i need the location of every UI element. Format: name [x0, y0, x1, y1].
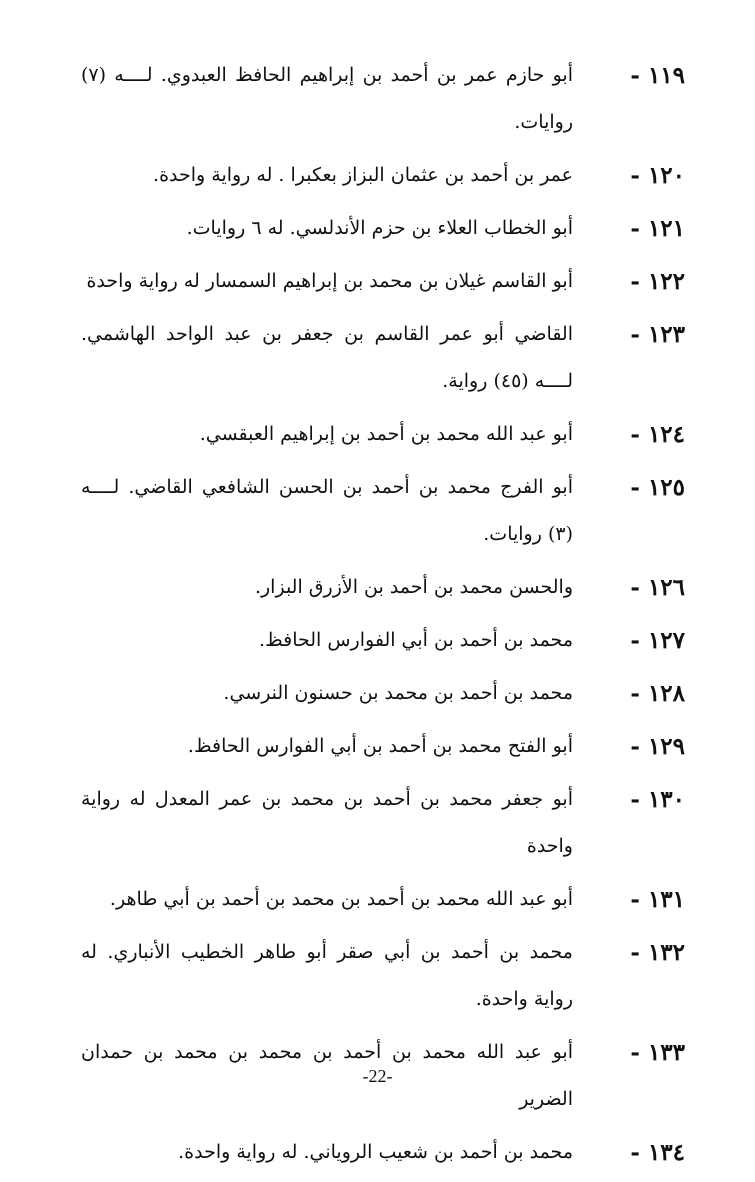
entry-text: أبو القاسم غيلان بن محمد بن إبراهيم السمسار له رواية واحدة [86, 270, 573, 292]
list-item [81, 776, 685, 870]
entry-text: عمر بن أحمد بن عثمان البزاز بعكبرا . له رواية واحدة. [153, 164, 573, 186]
entry-number: ١٢٦ - [630, 574, 685, 601]
entry-number: ١٢٢ - [630, 268, 685, 295]
entry-number: ١٢٨ - [630, 680, 685, 707]
page-number: -22- [362, 1066, 393, 1086]
list-item [81, 258, 685, 305]
entry-text: أبو عبد الله محمد بن أحمد بن إبراهيم العبقسي. [199, 423, 573, 445]
entry-number: ١٢٩ - [630, 733, 685, 760]
entry-text: أبو حازم عمر بن أحمد بن إبراهيم الحافظ العبدوي. لــــه (٧) روايات. [81, 64, 573, 133]
list-item [81, 152, 685, 199]
entry-number: ١٣٤ - [630, 1139, 685, 1166]
entry-text: محمد بن أحمد بن محمد بن حسنون النرسي. [223, 682, 573, 704]
list-item [81, 205, 685, 252]
narrator-list [81, 52, 685, 1182]
list-item [81, 311, 685, 405]
list-item [81, 411, 685, 458]
entry-text: محمد بن أحمد بن شعيب الروياني. له رواية واحدة. [178, 1141, 573, 1163]
entry-number: ١٢٥ - [630, 474, 685, 501]
entry-text: القاضي أبو عمر القاسم بن جعفر بن عبد الواحد الهاشمي. لــــه (٤٥) رواية. [81, 323, 573, 392]
entry-text: أبو الخطاب العلاء بن حزم الأندلسي. له ٦ روايات. [186, 217, 573, 239]
entry-number: ١٣٣ - [630, 1039, 685, 1066]
list-item [81, 876, 685, 923]
entry-number: ١١٩ - [630, 62, 685, 89]
entry-number: ١٢٤ - [630, 421, 685, 448]
entry-number: ١٣٢ - [630, 939, 685, 966]
entry-text: والحسن محمد بن أحمد بن الأزرق البزار. [254, 576, 573, 598]
entry-text: أبو الفتح محمد بن أحمد بن أبي الفوارس الحافظ. [187, 735, 573, 757]
entry-number: ١٣٠ - [630, 786, 685, 813]
entry-text: أبو الفرج محمد بن أحمد بن الحسن الشافعي القاضي. لــــه (٣) روايات. [81, 476, 573, 545]
list-item [81, 723, 685, 770]
entry-text: محمد بن أحمد بن أبي صقر أبو طاهر الخطيب الأنباري. له رواية واحدة. [81, 941, 573, 1010]
list-item [81, 464, 685, 558]
list-item [81, 617, 685, 664]
entry-number: ١٣١ - [630, 886, 685, 913]
list-item [81, 929, 685, 1023]
entry-text: أبو عبد الله محمد بن أحمد بن محمد بن محمد بن حمدان الضرير [81, 1041, 573, 1110]
entry-number: ١٢٧ - [630, 627, 685, 654]
list-item [81, 52, 685, 146]
list-item [81, 1129, 685, 1176]
entry-number: ١٢٠ - [630, 162, 685, 189]
entry-text: أبو عبد الله محمد بن أحمد بن محمد بن أحمد بن أبي طاهر. [109, 888, 573, 910]
entry-number: ١٢٣ - [630, 321, 685, 348]
list-item [81, 564, 685, 611]
entry-text: أبو جعفر محمد بن أحمد بن محمد بن عمر المعدل له رواية واحدة [81, 788, 573, 857]
list-item [81, 670, 685, 717]
entry-number: ١٢١ - [630, 215, 685, 242]
entry-text: محمد بن أحمد بن أبي الفوارس الحافظ. [259, 629, 573, 651]
